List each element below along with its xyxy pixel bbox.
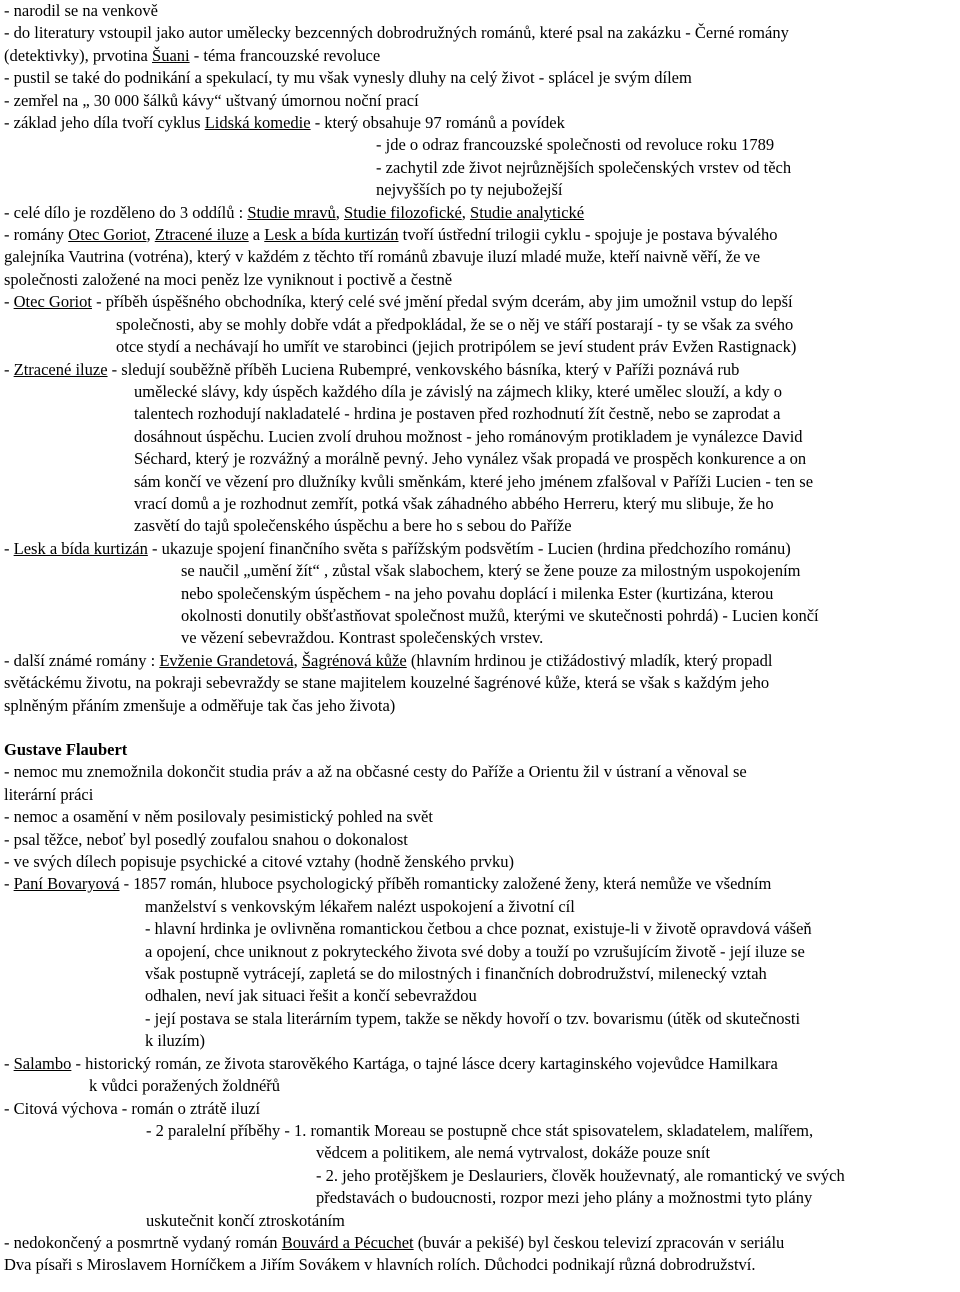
text-line: umělecké slávy, kdy úspěch každého díla je závislý na zájmech kliky, které umělec slouží, a kdy o bbox=[134, 381, 783, 401]
text-line: nebo společenským úspěchem - na jeho povahu doplácí i milenka Ester (kurtizána, kterou bbox=[181, 583, 774, 603]
section-heading: Gustave Flaubert bbox=[4, 740, 128, 759]
text-line: manželství s venkovským lékařem nalézt uspokojení a životní cíl bbox=[145, 896, 575, 916]
work-title-ztracene-iluze: Ztracené iluze bbox=[13, 359, 108, 379]
text-line: - Salambo - historický román, ze života starověkého Kartága, o tajné lásce dcery kartaginského vojevůdce Hamilkara bbox=[4, 1053, 778, 1073]
section-spacer bbox=[4, 717, 956, 739]
work-title-salambo: Salambo bbox=[13, 1053, 72, 1073]
text-line: literární práci bbox=[4, 784, 94, 804]
text-line: a opojení, chce uniknout z pokryteckého života své doby a touží po vzrušujícím životě - její iluze se bbox=[145, 941, 805, 961]
text-line: - hlavní hrdinka je ovlivněna romantickou četbou a chce poznat, existuje-li v životě opravdová vášeň bbox=[145, 919, 812, 939]
text-line: - Paní Bovaryová - 1857 román, hluboce psychologický příběh romanticky založené ženy, která nemůže ve všedním bbox=[4, 874, 772, 894]
text-line: okolnosti donutily obšťastňovat společnost mužů, kterými ve skutečnosti pohrdá) - Lucien končí bbox=[181, 605, 819, 625]
text-line: - pustil se také do podnikání a spekulací, ty mu však vynesly dluhy na celý život - splácel je svým dílem bbox=[4, 68, 692, 88]
work-title: Studie filozofické bbox=[344, 202, 462, 222]
work-title: Lesk a bída kurtizán bbox=[264, 225, 399, 245]
work-title: Studie analytické bbox=[470, 202, 585, 222]
work-title-lesk-a-bida-kurtizan: Lesk a bída kurtizán bbox=[13, 538, 148, 558]
text-line: odhalen, neví jak situaci řešit a končí sebevraždou bbox=[145, 986, 477, 1006]
text-line: - nedokončený a posmrtně vydaný román Bouvárd a Pécuchet (buvár a pekišé) byl českou televizí zpracován v seriálu bbox=[4, 1232, 785, 1252]
text-line: ve vězení sebevraždou. Kontrast společenských vrstev. bbox=[181, 628, 544, 648]
text-line: k vůdci poražených žoldnéřů bbox=[89, 1076, 281, 1096]
text-line: - Lesk a bída kurtizán - ukazuje spojení finančního světa s pařížským podsvětím - Lucien (hrdina předchozího románu) bbox=[4, 538, 791, 558]
text-line: - celé dílo je rozděleno do 3 oddílů : Studie mravů, Studie filozofické, Studie analytické bbox=[4, 202, 585, 222]
text-line: nejvyšších po ty nejubožejší bbox=[376, 180, 563, 200]
work-title: Ztracené iluze bbox=[154, 225, 249, 245]
text-line: - zachytil zde život nejrůznějších společenských vrstev od těch bbox=[376, 157, 792, 177]
text-line: - základ jeho díla tvoří cyklus Lidská komedie - který obsahuje 97 románů a povídek bbox=[4, 113, 565, 133]
text-line: uskutečnit končí ztroskotáním bbox=[146, 1210, 345, 1230]
text-line: - narodil se na venkově bbox=[4, 1, 158, 20]
text-line: vědcem a politikem, ale nemá vytrvalost, dokáže pouze snít bbox=[316, 1143, 711, 1163]
text-line: společnosti založené na moci peněz lze vyniknout i poctivě a čestně bbox=[4, 269, 453, 289]
work-title-lidska-komedie: Lidská komedie bbox=[204, 113, 311, 133]
text-line: - jde o odraz francouzské společnosti od revoluce roku 1789 bbox=[376, 135, 775, 155]
work-title-pani-bovaryova: Paní Bovaryová bbox=[13, 874, 120, 894]
text-line: společnosti, aby se mohly dobře vdát a předpokládal, že se o něj ve stáří postarají - ty se však za svého bbox=[116, 314, 794, 334]
work-title-bouvard-a-pecuchet: Bouvárd a Pécuchet bbox=[281, 1232, 414, 1252]
work-title: Šagrénová kůže bbox=[301, 650, 407, 670]
text-line: zasvětí do tajů společenského úspěchu a bere ho s sebou do Paříže bbox=[134, 516, 572, 536]
text-line: - Citová výchova - román o ztrátě iluzí bbox=[4, 1098, 261, 1118]
text-line: - další známé romány : Evženie Grandetová, Šagrénová kůže (hlavním hrdinou je ctižádostivý mladík, který propadl bbox=[4, 650, 773, 670]
text-line: - Ztracené iluze - sledují souběžně příběh Luciena Rubempré, venkovského básníka, který v Paříži poznává rub bbox=[4, 359, 740, 379]
text-line: Dva písaři s Miroslavem Horníčkem a Jiřím Sovákem v hlavních rolích. Důchodci podnikají různá dobrodružství. bbox=[4, 1255, 756, 1275]
text-line: - romány Otec Goriot, Ztracené iluze a Lesk a bída kurtizán tvoří ústřední trilogii cyklu - spojuje je postava bývalého bbox=[4, 225, 778, 245]
text-line: talentech rozhodují nakladatelé - hrdina je postaven před rozhodnutí žít čestně, nebo se zaprodat a bbox=[134, 404, 781, 424]
text-line: - zemřel na „ 30 000 šálků kávy“ uštvaný úmornou noční prací bbox=[4, 90, 419, 110]
work-title: Otec Goriot bbox=[68, 225, 147, 245]
text-line: splněným přáním zmenšuje a odměřuje tak čas jeho života) bbox=[4, 695, 396, 715]
text-line: - nemoc mu znemožnila dokončit studia práv a až na občasné cesty do Paříže a Orientu žil v ústraní a věnoval se bbox=[4, 762, 747, 782]
text-line: - nemoc a osamění v něm posilovaly pesimistický pohled na svět bbox=[4, 807, 433, 827]
work-title: Studie mravů bbox=[247, 202, 336, 222]
work-title-otec-goriot: Otec Goriot bbox=[13, 292, 92, 312]
text-line: vrací domů a je rozhodnut zemřít, potká však záhadného abbého Herreru, který mu slibuje, že ho bbox=[134, 493, 774, 513]
text-line: světáckému životu, na pokraji sebevraždy se stane majitelem kouzelné šagrénové kůže, která se však s každým jeho bbox=[4, 673, 770, 693]
text-line: k iluzím) bbox=[145, 1031, 206, 1051]
work-title-suani: Šuani bbox=[152, 45, 190, 65]
text-line: - Otec Goriot - příběh úspěšného obchodníka, který celé své jmění předal svým dcerám, aby jim umožnil vstup do lepší bbox=[4, 292, 793, 312]
text-line: se naučil „umění žít“ , zůstal však slabochem, který se žene pouze za milostným uspokojením bbox=[181, 561, 801, 581]
text-line: - do literatury vstoupil jako autor umělecky bezcenných dobrodružných románů, které psal na zakázku - Černé romány bbox=[4, 23, 789, 43]
text-line: - její postava se stala literárním typem, takže se někdy hovoří o tzv. bovarismu (útěk od skutečnosti bbox=[145, 1008, 801, 1028]
text-line: (detektivky), prvotina Šuani - téma francouzské revoluce bbox=[4, 45, 381, 65]
text-line: - psal těžce, neboť byl posedlý zoufalou snahou o dokonalost bbox=[4, 829, 408, 849]
text-line: Séchard, který je rozvážný a morálně pevný. Jeho vynález však propadá ve prospěch konkurence a on bbox=[134, 449, 807, 469]
text-line: představách o budoucnosti, rozpor mezi jeho plány a možnostmi tyto plány bbox=[316, 1188, 813, 1208]
text-line: otce stydí a nechávají ho umřít ve starobinci (jejich protripólem se jeví student práv Evžen Rastignack) bbox=[116, 337, 797, 357]
text-line: sám končí ve vězení pro dlužníky kvůli směnkám, které jeho jménem zfalšoval v Paříži Lucien - ten se bbox=[134, 471, 814, 491]
text-line: galejníka Vautrina (votréna), který v každém z těchto tří románů zbavuje iluzí mladé muže, kteří naivně věří, že ve bbox=[4, 247, 761, 267]
text-line: - 2 paralelní příběhy - 1. romantik Moreau se postupně chce stát spisovatelem, skladatelem, malířem, bbox=[146, 1120, 814, 1140]
text-line: - ve svých dílech popisuje psychické a citové vztahy (hodně ženského prvku) bbox=[4, 852, 514, 872]
text-line: však postupně vytrácejí, zapletá se do milostných i finančních dobrodružství, milenecký vztah bbox=[145, 964, 767, 984]
work-title: Evženie Grandetová bbox=[159, 650, 294, 670]
text-line: - 2. jeho protějškem je Deslauriers, člověk houževnatý, ale romantický ve svých bbox=[316, 1165, 845, 1185]
text-line: dosáhnout úspěchu. Lucien zvolí druhou možnost - jeho románovým protikladem je vynálezce David bbox=[134, 426, 803, 446]
